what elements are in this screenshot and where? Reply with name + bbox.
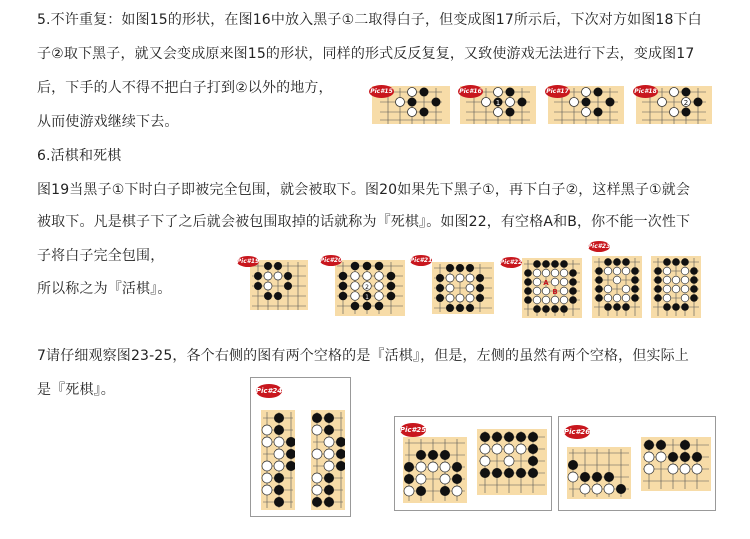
go-board-figure-24-left [261,410,295,510]
stone-mark-2: 2 [683,99,689,107]
empty-point-a: A [543,279,549,287]
paragraph-5-line-3: 后，下手的人不得不把白子打到②以外的地方， [37,80,333,96]
paragraph-6-line-4: 所以称之为『活棋』。 [37,281,172,297]
go-board-figure-26-left [567,447,631,499]
go-board-figure-25-right [477,429,547,495]
figure-label-23: Pic#23 [587,243,611,250]
go-board-figure-21 [432,262,494,314]
figure-label-26: Pic#26 [564,425,590,439]
stone-mark-2: 2 [365,284,369,291]
figure-label-20: Pic#20 [319,257,343,264]
paragraph-6-line-1: 图19当黑子①下时白子即被完全包围，就会被取下。图20如果先下黑子①，再下白子②，这样黑子①就会 [37,182,691,198]
go-board-figure-26-right [641,437,711,491]
figure-26-frame [558,416,716,511]
paragraph-6-line-3: 子将白子完全包围， [37,248,165,264]
paragraph-6-line-2: 被取下。凡是棋子下了之后就会被包围取掉的话就称为『死棋』。如图22，有空格A和B，你不能一次性下 [37,214,691,230]
figure-25-frame [394,416,552,511]
go-board-figure-19 [250,260,308,310]
figure-label-25: Pic#25 [400,423,426,437]
figure-label-17: Pic#17 [545,85,570,98]
figure-label-24: Pic#24 [256,384,282,398]
paragraph-7-line-1: 7请仔细观察图23-25，各个右侧的图有两个空格的是『活棋』，但是，左侧的虽然有两个空格，但实际上 [37,348,689,364]
figure-label-18: Pic#18 [633,85,658,98]
go-board-figure-23-left [592,256,642,318]
figure-label-15: Pic#15 [369,85,394,98]
section-6-heading: 6.活棋和死棋 [37,148,122,164]
stone-mark-1: 1 [495,99,501,107]
go-board-figure-23-right [651,256,701,318]
paragraph-5-line-1: 5.不许重复：如图15的形状，在图16中放入黑子①二取得白子，但变成图17所示后，下次对方如图18下白 [37,12,702,28]
stone-mark-1: 1 [365,294,369,301]
figure-24-frame [250,377,351,517]
figure-label-21: Pic#21 [409,257,433,264]
paragraph-5-line-2: 子②取下黑子，就又会变成原来图15的形状，同样的形式反反复复，又致使游戏无法进行下去，变成图17 [37,46,695,62]
figure-label-22: Pic#22 [499,259,523,266]
figure-label-16: Pic#16 [458,85,483,98]
paragraph-5-line-4: 从而使游戏继续下去。 [37,114,179,130]
figure-label-19: Pic#19 [236,258,260,265]
go-board-figure-22 [522,258,582,318]
empty-point-b: B [552,288,558,296]
go-board-figure-24-right [311,410,345,510]
go-board-figure-25-left [403,437,467,503]
paragraph-7-line-2: 是『死棋』。 [37,382,115,398]
go-board-figure-20 [335,260,405,316]
